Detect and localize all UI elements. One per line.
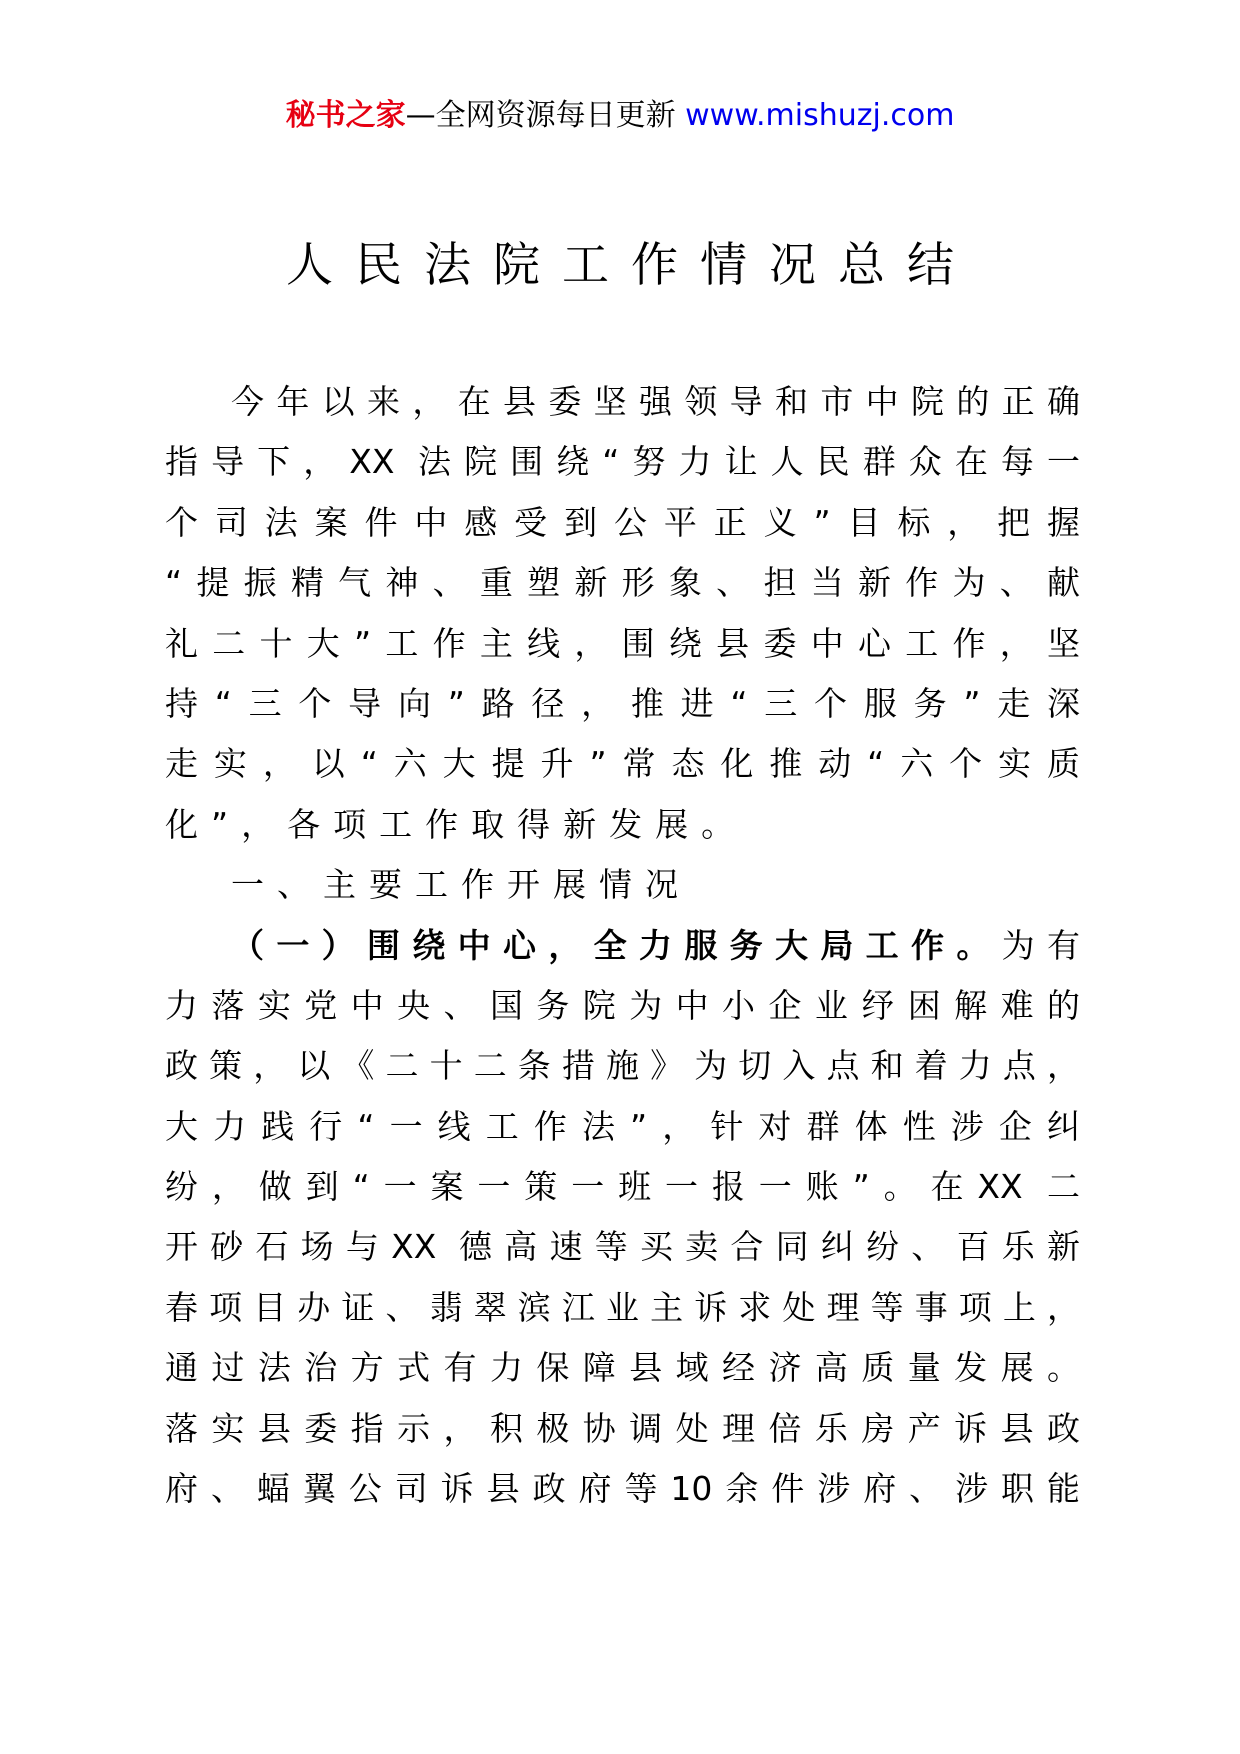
section-heading: 一、主要工作开展情况 (231, 865, 691, 905)
text-line: 开砂石场与XX 德高速等买卖合同纠纷、百乐新 (165, 1227, 1080, 1267)
text-line: “提振精气神、重塑新形象、担当新作为、献 (165, 563, 1080, 603)
text-line: 大力践行“一线工作法”，针对群体性涉企纠 (165, 1106, 1080, 1146)
text-line (165, 916, 1080, 976)
text-fragment: 为有 (1001, 925, 1081, 965)
text-line: 落实县委指示，积极协调处理倍乐房产诉县政 (165, 1408, 1080, 1448)
text-line: 纷，做到“一案一策一班一报一账”。在XX 二 (165, 1167, 1080, 1207)
site-slogan: —全网资源每日更新 (405, 98, 676, 133)
text-line: 化”，各项工作取得新发展。 (165, 804, 748, 844)
subsection-heading: （一）围绕中心，全力服务大局工作。 (231, 925, 1002, 965)
text-line: 持“三个导向”路径，推进“三个服务”走深 (165, 683, 1080, 723)
text-line: 府、蝠翼公司诉县政府等10余件涉府、涉职能 (165, 1469, 1080, 1509)
document-title: 人民法院工作情况总结 (286, 238, 976, 293)
text-line: 礼二十大”工作主线，围绕县委中心工作，坚 (165, 623, 1080, 663)
text-line: 今年以来，在县委坚强领导和市中院的正确 (231, 382, 1080, 421)
text-line: 政策，以《二十二条措施》为切入点和着力点， (165, 1046, 1080, 1086)
text-line: 通过法治方式有力保障县域经济高质量发展。 (165, 1348, 1080, 1388)
text-line: 力落实党中央、国务院为中小企业纾困解难的 (165, 985, 1080, 1025)
site-header (0, 96, 1240, 136)
site-url-link[interactable]: www.mishuzj.com (685, 98, 955, 133)
document-body (165, 372, 1080, 1519)
text-line: 春项目办证、翡翠滨江业主诉求处理等事项上， (165, 1287, 1080, 1327)
text-line: 走实，以“六大提升”常态化推动“六个实质 (165, 744, 1080, 784)
site-brand: 秘书之家 (285, 98, 406, 133)
text-line: 指导下，XX 法院围绕“努力让人民群众在每一 (165, 442, 1080, 482)
text-line: 个司法案件中感受到公平正义”目标，把握 (165, 502, 1080, 542)
